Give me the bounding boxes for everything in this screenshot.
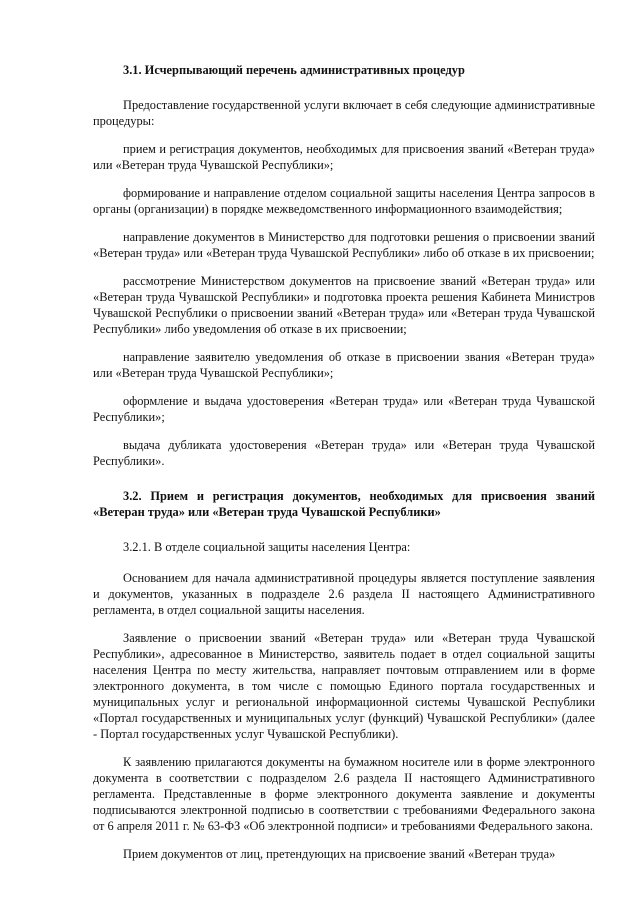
procedure-item: прием и регистрация документов, необходимых для присвоения званий «Ветеран труда» или «Ветеран труда Чувашской Республики»; xyxy=(93,142,595,172)
procedure-item: направление документов в Министерство для подготовки решения о присвоении званий «Ветеран труда» или «Ветеран труда Чувашской Республики» либо об отказе в их присвоении; xyxy=(93,230,595,260)
section-heading-3-2: 3.2. Прием и регистрация документов, необходимых для присвоения званий «Ветеран труда» или «Ветеран труда Чувашской Республики» xyxy=(93,489,595,519)
section-intro: Предоставление государственной услуги включает в себя следующие административные процедуры: xyxy=(93,98,595,128)
procedure-item: выдача дубликата удостоверения «Ветеран труда» или «Ветеран труда Чувашской Республики». xyxy=(93,438,595,468)
body-paragraph: К заявлению прилагаются документы на бумажном носителе или в форме электронного документа в соответствии с подразделом 2.6 раздела II настоящего Административного регламента. Представленные в форме электронного документа заявление и документы подписываются электронной подписью в соответствии с требованиями Федерального закона от 6 апреля 2011 г. № 63-ФЗ «Об электронной подписи» и требованиями Федерального закона. xyxy=(93,755,595,833)
procedure-item: направление заявителю уведомления об отказе в присвоении звания «Ветеран труда» или «Ветеран труда Чувашской Республики»; xyxy=(93,350,595,380)
document-page xyxy=(93,54,595,874)
procedure-item: рассмотрение Министерством документов на присвоение званий «Ветеран труда» или «Ветеран труда Чувашской Республики» и подготовка проекта решения Кабинета Министров Чувашской Республики о присвоении званий «Ветеран труда» или «Ветеран труда Чувашской Республики» либо уведомления об отказе в их присвоении; xyxy=(93,274,595,336)
section-heading-3-1: 3.1. Исчерпывающий перечень административных процедур xyxy=(123,63,465,77)
body-paragraph: Основанием для начала административной процедуры является поступление заявления и документов, указанных в подразделе 2.6 раздела II настоящего Административного регламента, в отдел социальной защиты населения. xyxy=(93,571,595,617)
body-paragraph: Заявление о присвоении званий «Ветеран труда» или «Ветеран труда Чувашской Республики», адресованное в Министерство, заявитель подает в отдел социальной защиты населения Центра по месту жительства, направляет почтовым отправлением или в форме электронного документа, в том числе с помощью Единого портала государственных и муниципальных услуг и региональной информационной системы Чувашской Республики «Портал государственных и муниципальных услуг (функций) Чувашской Республики» (далее - Портал государственных услуг Чувашской Республики). xyxy=(93,631,595,741)
subsection-heading: 3.2.1. В отделе социальной защиты населения Центра: xyxy=(123,540,411,554)
body-paragraph: Прием документов от лиц, претендующих на присвоение званий «Ветеран труда» xyxy=(123,847,556,861)
procedure-item: оформление и выдача удостоверения «Ветеран труда» или «Ветеран труда Чувашской Республики»; xyxy=(93,394,595,424)
procedure-item: формирование и направление отделом социальной защиты населения Центра запросов в органы (организации) в порядке межведомственного информационного взаимодействия; xyxy=(93,186,595,216)
